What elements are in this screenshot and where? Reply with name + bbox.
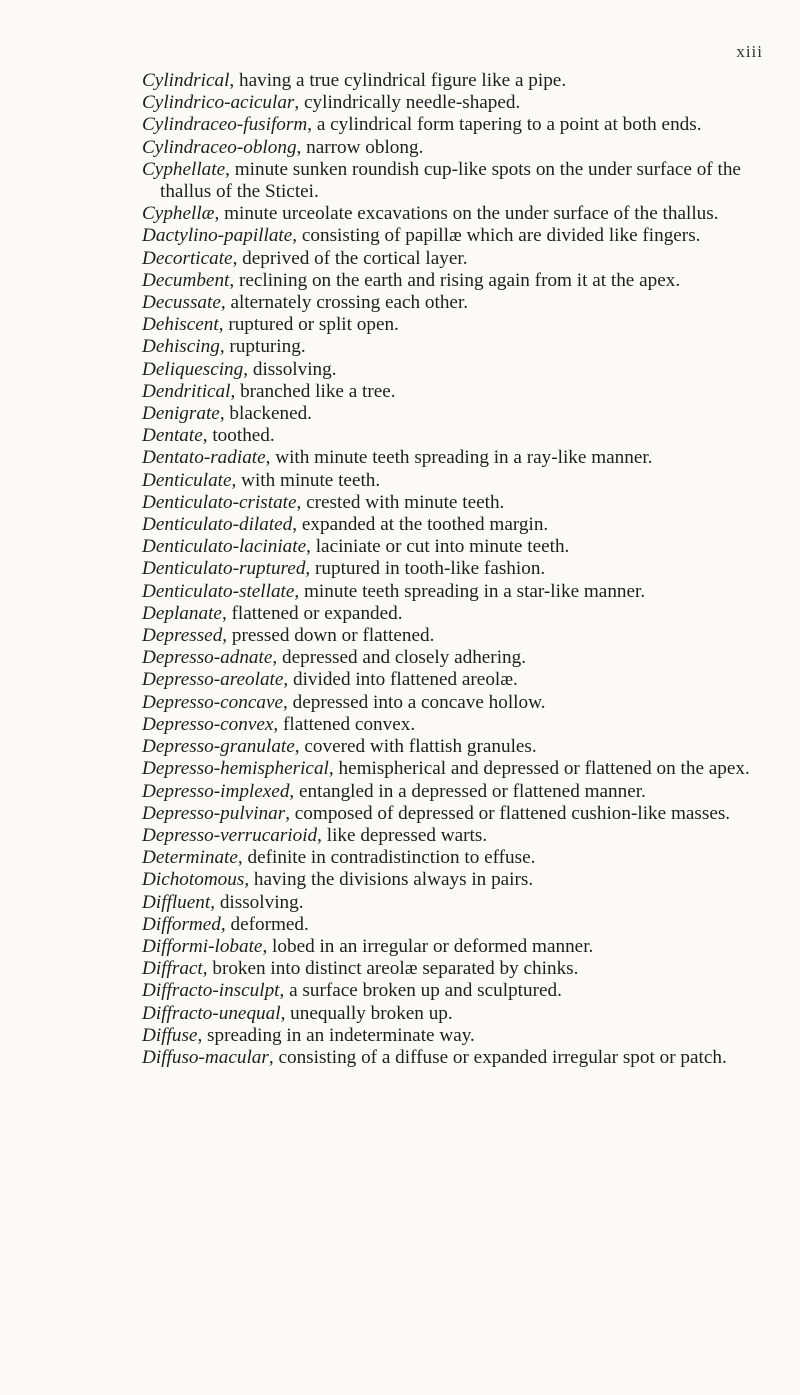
term-separator: , xyxy=(243,358,253,380)
glossary-definition: minute sunken roundish cup-like spots on the under surface of the thallus of the Stictei. xyxy=(160,158,741,203)
glossary-definition: consisting of a diffuse or expanded irregular spot or patch. xyxy=(278,1046,727,1068)
term-separator: , xyxy=(232,247,243,269)
term-separator: , xyxy=(294,736,305,758)
glossary-term: Depresso-concave xyxy=(142,691,284,713)
term-separator: , xyxy=(230,380,241,402)
glossary-definition: dissolving. xyxy=(252,358,337,380)
glossary-entry xyxy=(142,825,767,847)
glossary-term: Dehiscent xyxy=(142,314,219,336)
glossary-definition: having the divisions always in pairs. xyxy=(253,869,534,891)
glossary-definition: branched like a tree. xyxy=(240,380,396,402)
glossary-term: Cylindraceo-fusiform xyxy=(142,114,308,136)
glossary-definition: blackened. xyxy=(229,403,312,425)
term-separator: , xyxy=(222,625,232,647)
glossary-term: Dehiscing xyxy=(142,336,220,358)
glossary-definition: lobed in an irregular or deformed manner. xyxy=(272,935,594,957)
term-separator: , xyxy=(296,136,307,158)
glossary-entry xyxy=(142,914,767,936)
glossary-term: Denticulato-cristate xyxy=(142,491,297,513)
glossary-entry xyxy=(142,892,767,914)
term-separator: , xyxy=(289,780,300,802)
glossary-term: Denigrate xyxy=(142,403,220,425)
term-separator: , xyxy=(328,758,339,780)
glossary-definition: unequally broken up. xyxy=(290,1002,453,1024)
glossary-term: Decumbent xyxy=(142,269,230,291)
glossary-term: Diffluent xyxy=(142,891,211,913)
glossary-definition: flattened convex. xyxy=(283,713,416,735)
glossary-definition: rupturing. xyxy=(229,336,306,358)
glossary-entry xyxy=(142,669,767,691)
glossary-definition: pressed down or flattened. xyxy=(231,625,435,647)
glossary-definition: deprived of the cortical layer. xyxy=(242,247,468,269)
glossary-definition: divided into flattened areolæ. xyxy=(292,669,518,691)
term-separator: , xyxy=(317,824,327,846)
term-separator: , xyxy=(272,647,282,669)
term-separator: , xyxy=(268,1046,279,1068)
glossary-entry xyxy=(142,736,767,758)
glossary-term: Decorticate xyxy=(142,247,233,269)
glossary-definition: alternately crossing each other. xyxy=(230,292,469,314)
glossary-entry xyxy=(142,758,767,780)
glossary-term: Cylindrical xyxy=(142,70,230,91)
term-separator: , xyxy=(296,491,307,513)
glossary-entry xyxy=(142,92,767,114)
glossary-definition: toothed. xyxy=(212,425,275,447)
glossary-term: Cylindraceo-oblong xyxy=(142,136,297,158)
glossary-entry xyxy=(142,869,767,891)
glossary-entry xyxy=(142,159,767,203)
glossary-definition: like depressed warts. xyxy=(326,824,488,846)
glossary-term: Dichotomous xyxy=(142,869,245,891)
term-separator: , xyxy=(210,891,220,913)
glossary-definition: a cylindrical form tapering to a point at both ends. xyxy=(316,114,702,136)
glossary-term: Diffract xyxy=(142,958,203,980)
term-separator: , xyxy=(231,469,242,491)
term-separator: , xyxy=(283,691,293,713)
glossary-definition: definite in contradistinction to effuse. xyxy=(247,847,536,869)
glossary-term: Cyphellæ xyxy=(142,203,215,225)
glossary-entry xyxy=(142,470,767,492)
glossary-entry xyxy=(142,980,767,1002)
glossary-term: Deplanate xyxy=(142,602,222,624)
glossary-entry xyxy=(142,781,767,803)
glossary-definition: minute urceolate excavations on the under surface of the thallus. xyxy=(224,203,719,225)
term-separator: , xyxy=(237,847,248,869)
term-separator: , xyxy=(221,602,232,624)
glossary-entry xyxy=(142,248,767,270)
glossary-definition: depressed and closely adhering. xyxy=(281,647,527,669)
glossary-entry xyxy=(142,847,767,869)
glossary-term: Dendritical xyxy=(142,380,231,402)
glossary-entry xyxy=(142,270,767,292)
term-separator: , xyxy=(283,669,293,691)
glossary-definition: entangled in a depressed or flattened manner. xyxy=(299,780,646,802)
glossary-entry xyxy=(142,581,767,603)
term-separator: , xyxy=(294,580,304,602)
glossary-definition: reclining on the earth and rising again from it at the apex. xyxy=(238,269,681,291)
glossary-term: Cylindrico-acicular xyxy=(142,92,295,114)
glossary-term: Depresso-convex xyxy=(142,713,274,735)
term-separator: , xyxy=(273,713,284,735)
glossary-definition: covered with flattish granules. xyxy=(304,736,537,758)
term-separator: , xyxy=(307,114,317,136)
term-separator: , xyxy=(244,869,254,891)
glossary-definition: expanded at the toothed margin. xyxy=(301,514,549,536)
term-separator: , xyxy=(225,158,235,180)
glossary-definition: with minute teeth. xyxy=(241,469,381,491)
glossary-entry xyxy=(142,425,767,447)
glossary-entry xyxy=(142,647,767,669)
term-separator: , xyxy=(218,314,229,336)
glossary-term: Determinate xyxy=(142,847,238,869)
term-separator: , xyxy=(280,1002,291,1024)
term-separator: , xyxy=(305,558,316,580)
glossary-entry xyxy=(142,203,767,225)
glossary-definition: dissolving. xyxy=(219,891,304,913)
glossary-entry xyxy=(142,292,767,314)
glossary-entry xyxy=(142,692,767,714)
glossary-definition: deformed. xyxy=(230,913,309,935)
glossary-entry xyxy=(142,492,767,514)
glossary-term: Dentate xyxy=(142,425,203,447)
glossary-term: Diffuse xyxy=(142,1024,198,1046)
term-separator: , xyxy=(219,336,230,358)
glossary-entry xyxy=(142,603,767,625)
glossary-term: Depresso-pulvinar xyxy=(142,802,286,824)
term-separator: , xyxy=(306,536,316,558)
term-separator: , xyxy=(265,447,276,469)
term-separator: , xyxy=(285,802,295,824)
term-separator: , xyxy=(294,92,304,114)
glossary-entry xyxy=(142,359,767,381)
glossary-term: Depresso-hemispherical xyxy=(142,758,329,780)
term-separator: , xyxy=(214,203,225,225)
glossary-term: Diffuso-macular xyxy=(142,1046,269,1068)
glossary-entry xyxy=(142,314,767,336)
glossary-term: Difformed xyxy=(142,913,221,935)
glossary-definition: minute teeth spreading in a star-like manner. xyxy=(304,580,646,602)
glossary-term: Depresso-areolate xyxy=(142,669,284,691)
term-separator: , xyxy=(279,980,290,1002)
glossary-entry xyxy=(142,70,767,92)
glossary-term: Denticulato-dilated xyxy=(142,514,293,536)
glossary-entry xyxy=(142,1025,767,1047)
glossary-entry xyxy=(142,514,767,536)
glossary-term: Diffracto-insculpt xyxy=(142,980,280,1002)
glossary-term: Denticulato-stellate xyxy=(142,580,295,602)
glossary-term: Diffracto-unequal xyxy=(142,1002,281,1024)
term-separator: , xyxy=(292,514,302,536)
glossary-definition: with minute teeth spreading in a ray-like manner. xyxy=(275,447,653,469)
glossary-entry xyxy=(142,558,767,580)
glossary-definition: depressed into a concave hollow. xyxy=(292,691,546,713)
term-separator: , xyxy=(220,292,231,314)
term-separator: , xyxy=(202,958,213,980)
glossary-entry xyxy=(142,114,767,136)
glossary-entry xyxy=(142,958,767,980)
term-separator: , xyxy=(197,1024,208,1046)
glossary-term: Depresso-verrucarioid xyxy=(142,824,318,846)
glossary-entry xyxy=(142,936,767,958)
glossary-definition: composed of depressed or flattened cushion-like masses. xyxy=(294,802,731,824)
glossary-definition: hemispherical and depressed or flattened on the apex. xyxy=(338,758,750,780)
glossary-entry xyxy=(142,447,767,469)
glossary-entry xyxy=(142,336,767,358)
term-separator: , xyxy=(229,70,239,91)
term-separator: , xyxy=(292,225,302,247)
term-separator: , xyxy=(220,913,231,935)
glossary-definition: laciniate or cut into minute teeth. xyxy=(315,536,570,558)
glossary-term: Dactylino-papillate xyxy=(142,225,293,247)
glossary-entry xyxy=(142,1003,767,1025)
glossary-definition: crested with minute teeth. xyxy=(306,491,505,513)
glossary-definition: ruptured or split open. xyxy=(228,314,399,336)
glossary-term: Denticulato-laciniate xyxy=(142,536,307,558)
glossary-entry xyxy=(142,137,767,159)
term-separator: , xyxy=(262,935,273,957)
glossary-entry xyxy=(142,1047,767,1069)
glossary-entry xyxy=(142,225,767,247)
glossary-entry xyxy=(142,403,767,425)
glossary-definition: ruptured in tooth-like fashion. xyxy=(315,558,546,580)
glossary-term: Depresso-implexed xyxy=(142,780,290,802)
glossary-definition: flattened or expanded. xyxy=(231,602,403,624)
glossary-term: Denticulato-ruptured xyxy=(142,558,306,580)
glossary-entry xyxy=(142,381,767,403)
glossary-entry xyxy=(142,625,767,647)
glossary-entry xyxy=(142,714,767,736)
glossary-term: Depressed xyxy=(142,625,223,647)
term-separator: , xyxy=(229,269,239,291)
glossary-term: Denticulate xyxy=(142,469,232,491)
glossary-definition: narrow oblong. xyxy=(306,136,424,158)
term-separator: , xyxy=(219,403,230,425)
glossary-term: Dentato-radiate xyxy=(142,447,266,469)
glossary-definition: having a true cylindrical figure like a pipe. xyxy=(239,70,567,91)
glossary-definition: spreading in an indeterminate way. xyxy=(207,1024,475,1046)
glossary-definition: a surface broken up and sculptured. xyxy=(289,980,562,1002)
glossary-definition: consisting of papillæ which are divided like fingers. xyxy=(301,225,701,247)
glossary-term: Depresso-granulate xyxy=(142,736,295,758)
glossary-term: Decussate xyxy=(142,292,221,314)
glossary-definition: broken into distinct areolæ separated by chinks. xyxy=(212,958,579,980)
glossary-list xyxy=(142,70,767,1069)
term-separator: , xyxy=(202,425,213,447)
page-number: xiii xyxy=(736,42,763,61)
glossary-term: Cyphellate xyxy=(142,158,226,180)
glossary-term: Deliquescing xyxy=(142,358,244,380)
glossary-definition: cylindrically needle-shaped. xyxy=(304,92,521,114)
glossary-term: Difformi-lobate xyxy=(142,935,263,957)
glossary-entry xyxy=(142,803,767,825)
glossary-entry xyxy=(142,536,767,558)
glossary-term: Depresso-adnate xyxy=(142,647,273,669)
